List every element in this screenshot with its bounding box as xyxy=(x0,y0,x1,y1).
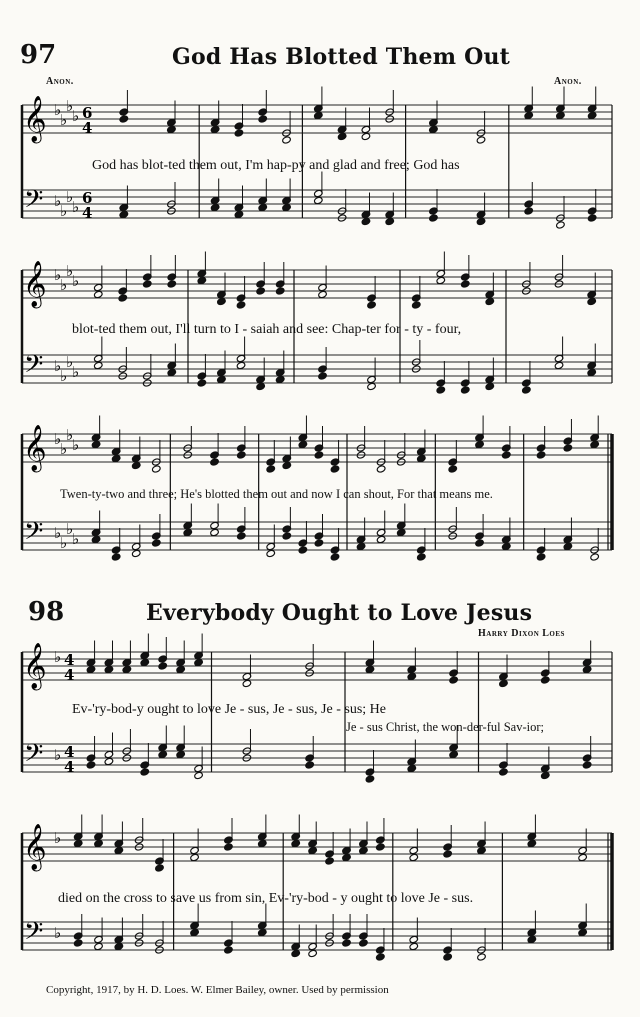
hymn-97-system-3-treble-notehead xyxy=(448,465,458,473)
hymn-97-system-3-treble-notehead xyxy=(298,440,308,448)
hymn-97-system-2-bass-notehead xyxy=(367,382,377,390)
hymn-97-system-2-flat-icon: ♭ xyxy=(72,272,80,290)
hymn-97-system-3-flat-icon: ♭ xyxy=(54,524,62,542)
hymn-97-system-2-bass-notehead xyxy=(236,361,246,369)
hymn-98-system-2-flat-icon: ♭ xyxy=(54,829,62,847)
treble-clef-icon: 𝄞 xyxy=(23,824,47,870)
hymn-98-system-1-treble-notehead xyxy=(194,658,204,666)
hymn-98-system-2-bass-notehead xyxy=(477,953,487,961)
hymn-98-system-1-bass-notehead xyxy=(540,771,550,779)
hymn-97-system-2-bass-notehead xyxy=(256,382,266,390)
hymn-97-system-1-bass-notehead xyxy=(587,214,597,222)
hymn-97-system-2-flat-icon: ♭ xyxy=(54,266,62,284)
hymn-97-system-2-treble-notehead xyxy=(436,276,446,284)
hymn-97-system-2-bass-notehead xyxy=(318,372,328,380)
hymn-97-system-2-flat-icon: ♭ xyxy=(66,262,74,280)
hymn-98-system-1-bass-notehead xyxy=(104,757,114,765)
hymn-97-system-2-bass-notehead xyxy=(485,382,495,390)
hymn-97-system-2-bass-notehead xyxy=(460,386,470,394)
hymn-98-system-2-treble-notehead xyxy=(258,839,268,847)
hymn-97-system-1-treble-notehead xyxy=(337,132,347,140)
hymn-97-system-3-flat-icon: ♭ xyxy=(60,440,68,458)
hymn-97-system-1-treble-notehead xyxy=(587,111,597,119)
hymn-97-system-2-treble-notehead xyxy=(460,280,470,288)
hymn-97-lyric-line-1: God has blot-ted them out, I'm hap-py and glad and free; God has xyxy=(92,158,460,173)
hymn-97-system-2-bass-notehead xyxy=(93,361,103,369)
hymn-98-system-1-treble-notehead xyxy=(582,665,592,673)
hymn-97-lyric-line-2: blot-ted them out, I'll turn to I - saiah and see: Chap-ter for - ty - four, xyxy=(72,322,462,337)
hymn-98-system-1-bass-notehead xyxy=(305,761,315,769)
hymn-97-number: 97 xyxy=(20,40,57,70)
hymn-98-system-2-treble-notehead xyxy=(155,864,165,872)
hymn-97-system-2-treble-notehead xyxy=(167,280,177,288)
hymn-97-system-2-flat-icon: ♭ xyxy=(66,353,74,371)
hymn-97-system-3-bass-notehead xyxy=(376,535,386,543)
hymn-97-system-2-bass-notehead xyxy=(587,368,597,376)
hymn-98-title: Everybody Ought to Love Jesus xyxy=(146,600,533,626)
hymn-98-system-2-treble-notehead xyxy=(578,853,588,861)
hymn-97-system-3-bass-notehead xyxy=(417,553,427,561)
hymn-98-system-1-treble-notehead xyxy=(140,658,150,666)
hymn-98-system-1-bass-notehead xyxy=(140,768,150,776)
treble-clef-icon: 𝄞 xyxy=(23,643,47,689)
hymn-97-system-1-flat-icon: ♭ xyxy=(72,107,80,125)
time-signature: 4 xyxy=(82,204,93,222)
hymn-97-system-3-bass-notehead xyxy=(502,542,512,550)
hymn-97-system-2-treble-notehead xyxy=(256,287,266,295)
hymn-98-system-2-bass-notehead xyxy=(342,939,352,947)
hymn-98-system-1-bass-notehead xyxy=(499,768,509,776)
hymn-97-system-1-treble-notehead xyxy=(556,111,566,119)
hymn-98-system-2-treble-notehead xyxy=(94,839,104,847)
hymn-98-system-2-treble-notehead xyxy=(359,846,369,854)
hymn-97-system-1-bass-notehead xyxy=(210,203,220,211)
hymn-97-system-3-flat-icon: ♭ xyxy=(72,436,80,454)
hymn-97-system-2-treble-notehead xyxy=(275,287,285,295)
treble-clef-icon: 𝄞 xyxy=(23,425,47,471)
hymn-97-system-3-treble-notehead xyxy=(237,451,247,459)
hymn-98-system-2-treble-notehead xyxy=(308,846,318,854)
hymn-97-system-3-flat-icon: ♭ xyxy=(72,530,80,548)
hymn-98-system-1-bass-notehead xyxy=(582,761,592,769)
hymn-97-system-1-flat-icon: ♭ xyxy=(60,111,68,129)
hymn-97-system-1-treble-notehead xyxy=(210,125,220,133)
hymn-97-system-3-bass-notehead xyxy=(356,542,366,550)
hymn-97-system-3-bass-notehead xyxy=(396,528,406,536)
hymn-97-system-3-treble-notehead xyxy=(590,440,600,448)
hymn-98-system-1-bass-notehead xyxy=(449,750,459,758)
hymn-98-system-1-treble-notehead xyxy=(242,679,252,687)
hymn-98-system-2-treble-notehead xyxy=(477,846,487,854)
hymn-97-system-3-bass-notehead xyxy=(266,549,276,557)
hymn-97-system-3-treble-notehead xyxy=(152,465,162,473)
hymn-97-system-2-treble-notehead xyxy=(587,297,597,305)
hymn-98-system-2-bass-notehead xyxy=(224,946,234,954)
hymn-98-system-2-treble-notehead xyxy=(73,839,83,847)
time-signature: 4 xyxy=(64,758,75,776)
hymn-97-system-2-bass-notehead xyxy=(554,361,564,369)
hymn-97-system-2-treble-notehead xyxy=(217,297,227,305)
hymn-98-system-2-bass-notehead xyxy=(527,935,537,943)
hymn-98-system-1-bass-notehead xyxy=(365,775,375,783)
hymn-98-system-2-treble-notehead xyxy=(224,843,234,851)
hymn-97-system-1-treble-notehead xyxy=(524,111,534,119)
hymn-97-system-1-treble-notehead xyxy=(429,125,439,133)
hymn-98-system-2-treble-notehead xyxy=(443,850,453,858)
hymn-97-system-2-treble-notehead xyxy=(118,294,128,302)
hymn-97-system-3-treble-notehead xyxy=(314,451,324,459)
hymn-97-system-1-bass-notehead xyxy=(524,207,534,215)
hymn-97-system-2-flat-icon: ♭ xyxy=(60,367,68,385)
hymn-97-lyric-line-3: Twen-ty-two and three; He's blotted them out and now I can shout, For that means me. xyxy=(60,487,493,501)
hymn-97-system-3-treble-notehead xyxy=(536,451,546,459)
hymn-97-system-1-treble-notehead xyxy=(476,136,486,144)
hymn-97-system-1-treble-notehead xyxy=(234,129,244,137)
hymn-97-system-3-treble-notehead xyxy=(417,454,427,462)
hymn-97-system-1-flat-icon: ♭ xyxy=(66,188,74,206)
hymn-97-system-1-flat-icon: ♭ xyxy=(60,202,68,220)
hymn-97-words-credit: Anon. xyxy=(46,76,74,87)
hymn-97-system-3-treble-notehead xyxy=(330,465,340,473)
hymn-97-system-2-treble-notehead xyxy=(367,301,377,309)
hymn-98-author: Harry Dixon Loes xyxy=(478,628,565,639)
hymn-98-system-2-bass-notehead xyxy=(258,928,268,936)
hymn-98-system-1-bass-notehead xyxy=(86,761,96,769)
hymn-97-system-1-treble-notehead xyxy=(361,132,371,140)
hymn-98-lyric-line-2: Je - sus Christ, the won-der-ful Sav-ior; xyxy=(346,720,544,734)
hymn-98-system-2-bass-notehead xyxy=(73,939,83,947)
hymn-97-system-1-bass-notehead xyxy=(119,210,129,218)
hymn-97-system-3-bass-notehead xyxy=(210,528,220,536)
hymn-97-system-1-bass-notehead xyxy=(361,217,371,225)
hymn-97-system-1-flat-icon: ♭ xyxy=(72,198,80,216)
hymn-98-system-2-flat-icon: ♭ xyxy=(54,924,62,942)
hymn-98-system-1-treble-notehead xyxy=(86,665,96,673)
hymn-98-system-2-bass-notehead xyxy=(94,942,104,950)
hymn-98-system-2-bass-notehead xyxy=(443,953,453,961)
hymn-97-system-1-bass-notehead xyxy=(385,217,395,225)
hymn-97-system-3-bass-notehead xyxy=(536,553,546,561)
time-signature: 4 xyxy=(64,666,75,684)
bass-clef-icon: 𝄢 xyxy=(24,739,44,774)
copyright-notice: Copyright, 1917, by H. D. Loes. W. Elmer Bailey, owner. Used by permission xyxy=(46,984,389,996)
hymn-97-system-3-treble-notehead xyxy=(282,461,292,469)
time-signature: 4 xyxy=(82,119,93,137)
hymn-97-system-1-bass-notehead xyxy=(556,221,566,229)
hymn-98-lyric-line-1: Ev-'ry-bod-y ought to love Je - sus, Je - sus, Je - sus; He xyxy=(72,702,386,717)
time-signature: 6 xyxy=(82,104,93,122)
hymn-97-system-2-treble-notehead xyxy=(318,290,328,298)
hymn-97-system-2-treble-notehead xyxy=(411,301,421,309)
hymn-98-system-2-bass-notehead xyxy=(409,942,419,950)
hymn-98-system-1-treble-notehead xyxy=(499,679,509,687)
hymn-98-system-1-bass-notehead xyxy=(158,750,168,758)
hymn-98-system-1-flat-icon: ♭ xyxy=(54,746,62,764)
hymn-97-system-2-bass-notehead xyxy=(522,386,532,394)
hymn-98-system-2-treble-notehead xyxy=(325,857,335,865)
hymn-98-system-1-bass-notehead xyxy=(407,764,417,772)
hymn-97-system-2-bass-notehead xyxy=(217,375,227,383)
hymn-97-system-2-treble-notehead xyxy=(485,297,495,305)
hymn-97-system-3-bass-notehead xyxy=(131,549,141,557)
hymn-97-system-3-treble-notehead xyxy=(210,458,220,466)
treble-clef-icon: 𝄞 xyxy=(23,261,47,307)
hymn-97-system-3-bass-notehead xyxy=(282,532,292,540)
hymn-97-system-1-treble-notehead xyxy=(282,136,292,144)
hymn-97-system-3-bass-notehead xyxy=(183,528,193,536)
hymn-97-system-3-treble-notehead xyxy=(502,451,512,459)
hymn-97-system-3-bass-notehead xyxy=(314,539,324,547)
hymn-97-system-1-bass-notehead xyxy=(234,210,244,218)
hymn-97-system-3-bass-notehead xyxy=(563,542,573,550)
hymn-98-system-2-treble-notehead xyxy=(114,846,124,854)
hymn-98-system-1-flat-icon: ♭ xyxy=(54,648,62,666)
hymn-97-system-2-treble-notehead xyxy=(197,276,207,284)
hymn-97-system-1-bass-notehead xyxy=(314,196,324,204)
hymn-97-music-credit: Anon. xyxy=(554,76,582,87)
hymn-97-system-3-bass-notehead xyxy=(237,532,247,540)
hymn-97-system-1-bass-notehead xyxy=(258,203,268,211)
bass-clef-icon: 𝄢 xyxy=(24,917,44,952)
time-signature: 4 xyxy=(64,651,75,669)
hymn-97-system-3-treble-notehead xyxy=(111,454,121,462)
hymn-97-system-3-treble-notehead xyxy=(563,444,573,452)
hymn-98-system-1-treble-notehead xyxy=(122,665,132,673)
hymn-97-system-3-treble-notehead xyxy=(376,465,386,473)
hymn-98-system-2-bass-notehead xyxy=(359,939,369,947)
hymn-98-system-1-treble-notehead xyxy=(407,672,417,680)
hymn-97-system-3-bass-notehead xyxy=(330,553,340,561)
hymn-97-system-2-treble-notehead xyxy=(142,280,152,288)
hymn-98-system-2-bass-notehead xyxy=(376,953,386,961)
hymn-97-system-3-bass-notehead xyxy=(91,535,101,543)
hymn-98-system-2-treble-notehead xyxy=(376,843,386,851)
hymn-97-system-3-bass-notehead xyxy=(152,539,162,547)
hymn-98-system-1-treble-notehead xyxy=(540,676,550,684)
hymn-98-system-1-treble-notehead xyxy=(365,665,375,673)
hymn-97-system-3-bass-notehead xyxy=(298,546,308,554)
hymn-97-title: God Has Blotted Them Out xyxy=(172,44,511,70)
hymn-97-system-3-treble-notehead xyxy=(475,440,485,448)
hymn-98-system-2-bass-notehead xyxy=(190,928,200,936)
hymn-97-system-1-treble-notehead xyxy=(119,115,129,123)
time-signature: 6 xyxy=(82,189,93,207)
time-signature: 4 xyxy=(64,743,75,761)
hymn-98-system-1-treble-notehead xyxy=(449,676,459,684)
hymn-97-system-2-flat-icon: ♭ xyxy=(60,276,68,294)
hymn-98-system-2-treble-notehead xyxy=(527,839,537,847)
hymn-98-lyric-line-3: died on the cross to save us from sin, Ev-'ry-bod - y ought to love Je - sus. xyxy=(58,891,474,906)
hymn-98-system-1-bass-notehead xyxy=(194,771,204,779)
hymn-97-system-3-treble-notehead xyxy=(131,461,141,469)
hymn-97-system-3-flat-icon: ♭ xyxy=(60,534,68,552)
hymn-97-system-1-bass-notehead xyxy=(476,217,486,225)
hymn-97-system-2-flat-icon: ♭ xyxy=(72,363,80,381)
hymn-98-system-1-treble-notehead xyxy=(104,665,114,673)
hymn-97-system-3-treble-notehead xyxy=(266,465,276,473)
hymn-98-system-2-treble-notehead xyxy=(291,839,301,847)
hymn-98-system-2-bass-notehead xyxy=(114,942,124,950)
hymn-97-system-1-flat-icon: ♭ xyxy=(54,192,62,210)
hymn-97-system-3-bass-notehead xyxy=(590,553,600,561)
hymn-97-system-1-flat-icon: ♭ xyxy=(66,97,74,115)
hymn-97-system-1-bass-notehead xyxy=(429,214,439,222)
hymn-98-system-2-treble-notehead xyxy=(409,853,419,861)
hymn-97-system-2-treble-notehead xyxy=(236,301,246,309)
bass-clef-icon: 𝄢 xyxy=(24,517,44,552)
hymn-98-system-1-treble-notehead xyxy=(158,662,168,670)
hymn-98-system-2-treble-notehead xyxy=(190,853,200,861)
bass-clef-icon: 𝄢 xyxy=(24,350,44,385)
hymn-97-system-2-bass-notehead xyxy=(197,379,207,387)
hymn-97-system-3-bass-notehead xyxy=(111,553,121,561)
hymn-97-system-2-bass-notehead xyxy=(167,368,177,376)
bass-clef-icon: 𝄢 xyxy=(24,185,44,220)
hymn-97-system-2-flat-icon: ♭ xyxy=(54,357,62,375)
hymn-98-system-2-bass-notehead xyxy=(578,928,588,936)
hymn-97-system-2-treble-notehead xyxy=(93,290,103,298)
hymn-97-system-2-bass-notehead xyxy=(436,386,446,394)
hymn-98-system-2-bass-notehead xyxy=(291,949,301,957)
hymn-97-system-1-treble-notehead xyxy=(314,111,324,119)
hymn-98-system-1-bass-notehead xyxy=(176,750,186,758)
hymn-97-system-3-flat-icon: ♭ xyxy=(66,426,74,444)
treble-clef-icon: 𝄞 xyxy=(23,96,47,142)
hymn-97-system-1-treble-notehead xyxy=(258,115,268,123)
hymn-97-system-1-treble-notehead xyxy=(167,125,177,133)
hymn-97-system-3-flat-icon: ♭ xyxy=(54,430,62,448)
hymn-98-system-2-treble-notehead xyxy=(342,853,352,861)
hymn-97-system-3-treble-notehead xyxy=(91,440,101,448)
hymn-97-system-2-bass-notehead xyxy=(275,375,285,383)
hymn-97-system-3-flat-icon: ♭ xyxy=(66,520,74,538)
hymn-98-system-1-treble-notehead xyxy=(176,665,186,673)
hymn-98-number: 98 xyxy=(28,597,65,627)
hymn-97-system-3-bass-notehead xyxy=(475,539,485,547)
hymn-98-system-2-bass-notehead xyxy=(308,949,318,957)
hymn-97-system-1-flat-icon: ♭ xyxy=(54,101,62,119)
hymn-97-system-1-bass-notehead xyxy=(282,203,292,211)
